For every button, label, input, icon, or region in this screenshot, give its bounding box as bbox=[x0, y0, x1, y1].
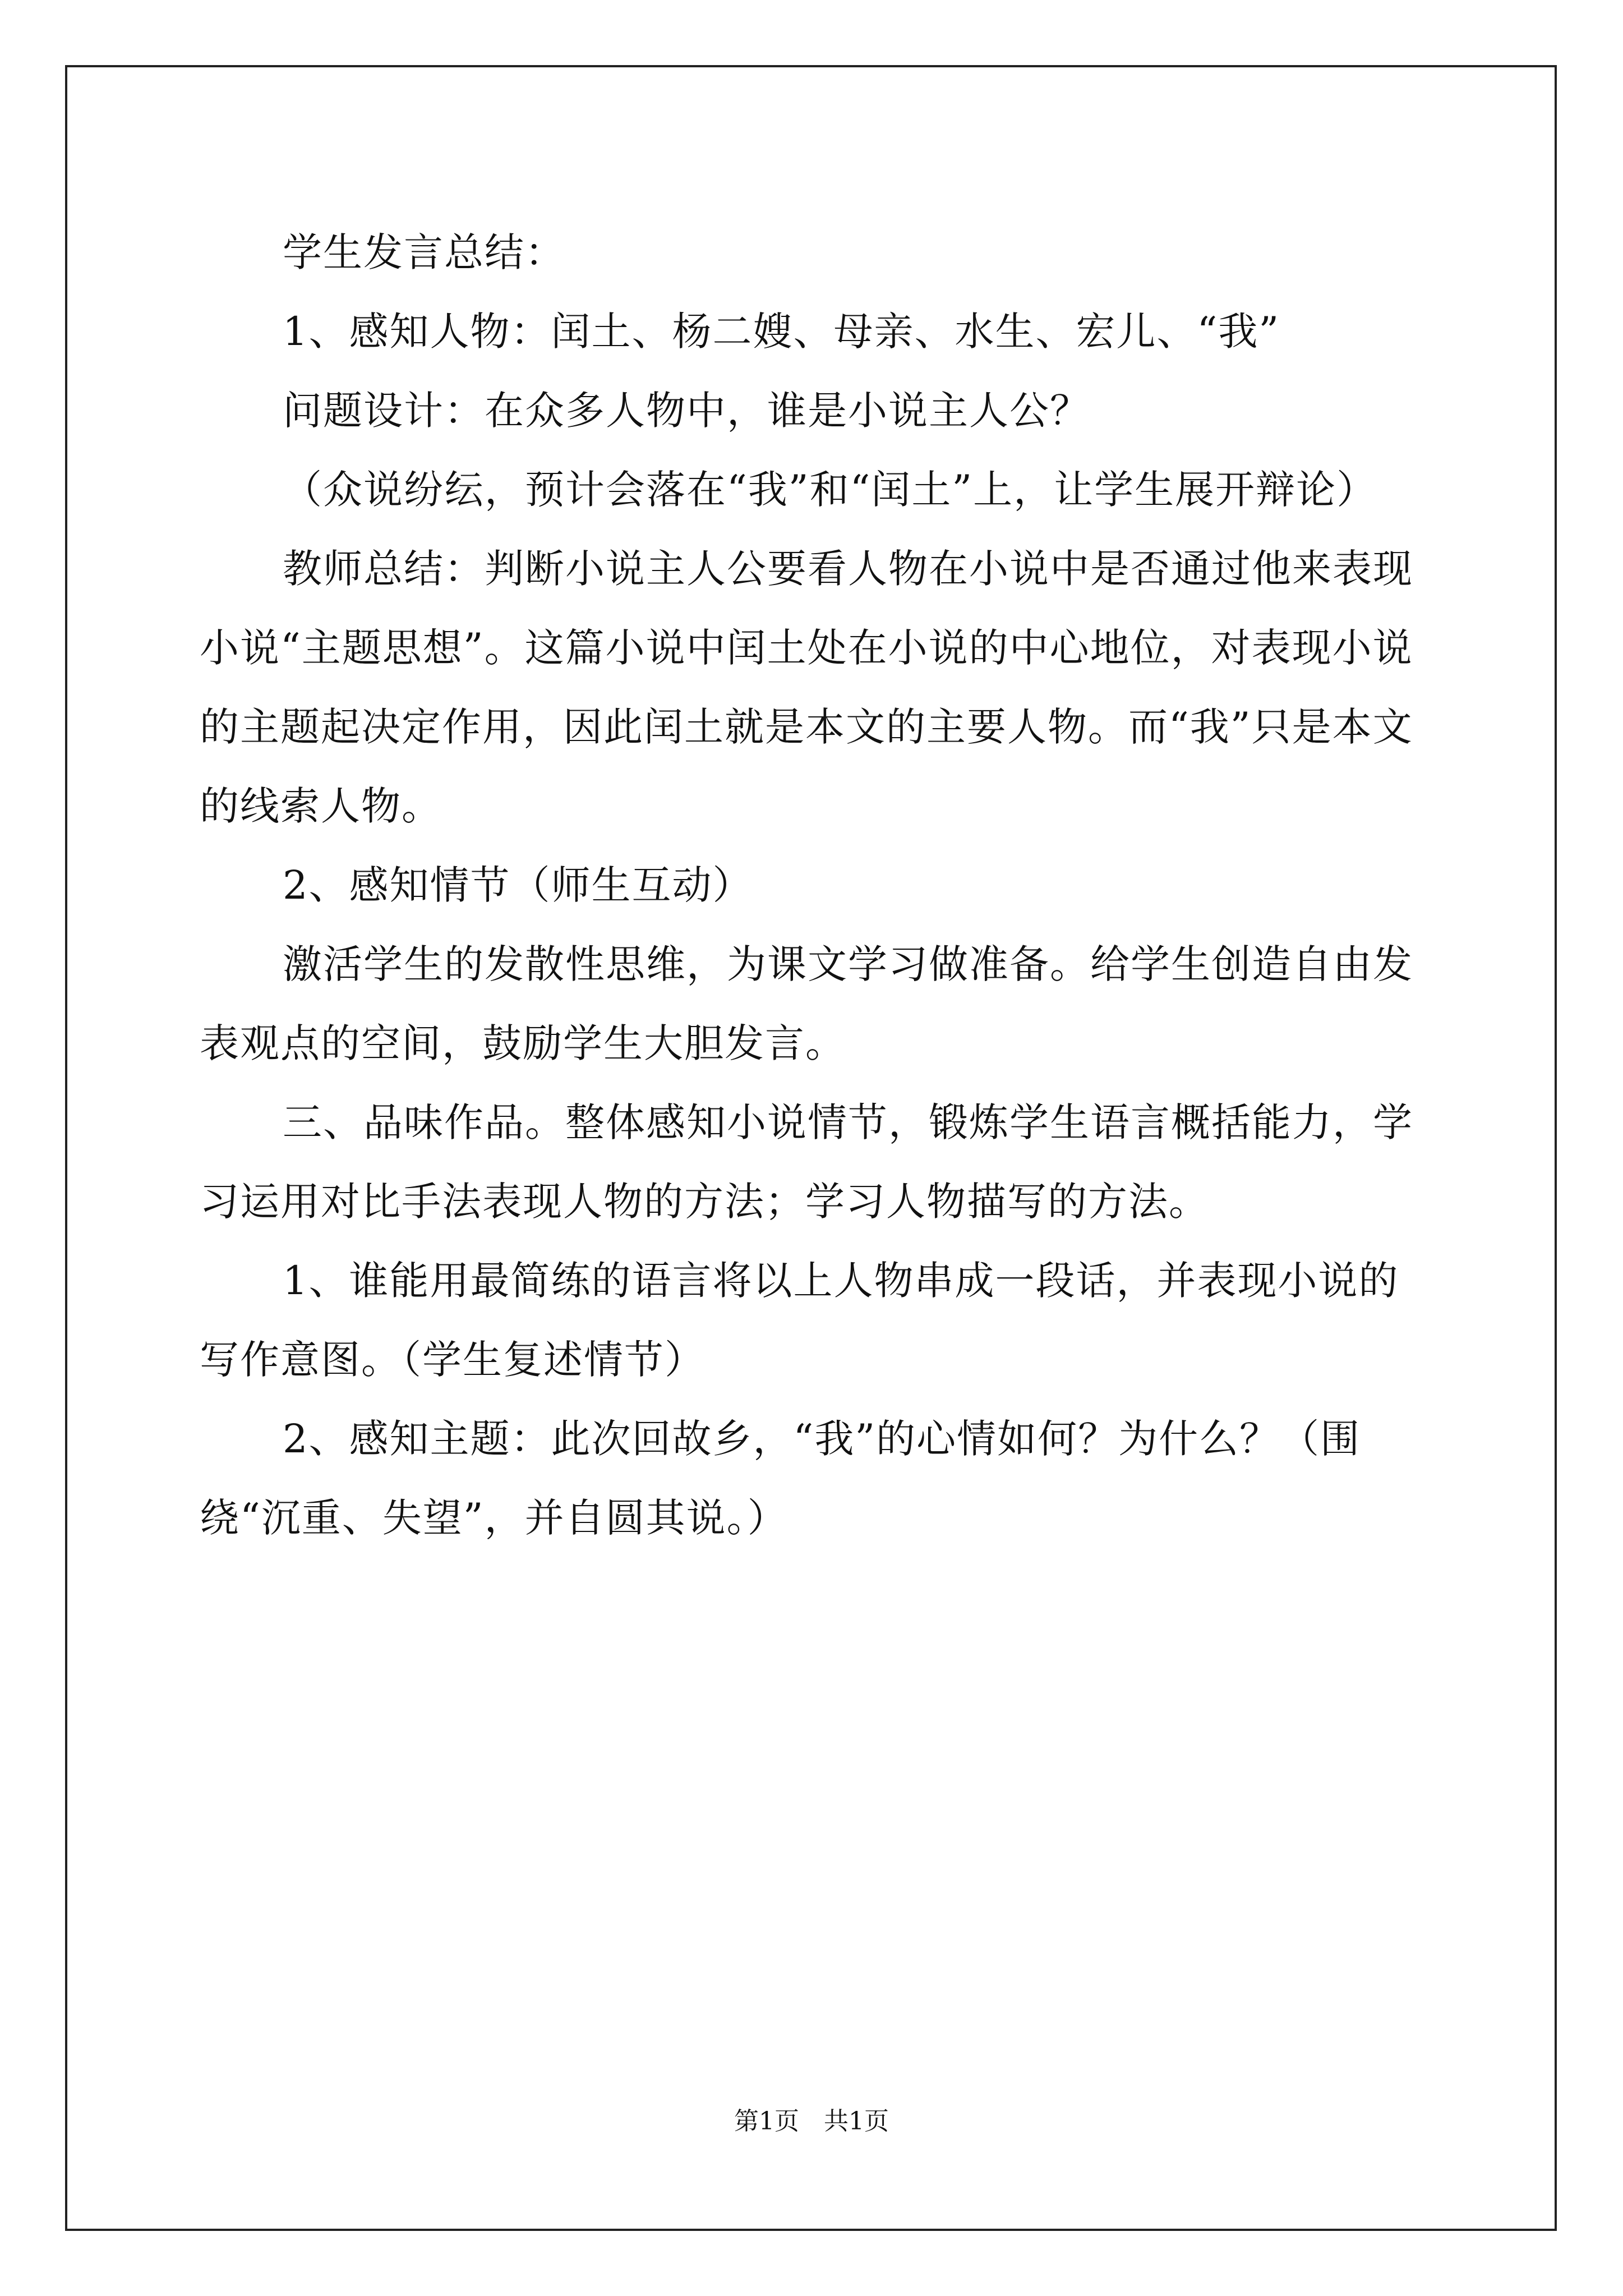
paragraph-appreciate-works: 三、品味作品。整体感知小说情节，锻炼学生语言概括能力，学习运用对比手法表现人物的方法；学习人物描写的方法。 bbox=[200, 1099, 1413, 1225]
paragraph-theme: 2、感知主题：此次回故乡，“我”的心情如何？为什么？（围绕“沉重、失望”，并自圆其说。） bbox=[200, 1416, 1361, 1541]
paragraph-question-design: 问题设计：在众多人物中，谁是小说主人公？ bbox=[283, 388, 1090, 434]
paragraph-debate-note: （众说纷纭，预计会落在“我”和“闰土”上，让学生展开辩论） bbox=[283, 467, 1377, 513]
paragraph-activate-thinking: 激活学生的发散性思维，为课文学习做准备。给学生创造自由发表观点的空间，鼓励学生大胆发言。 bbox=[200, 941, 1413, 1066]
paragraph-teacher-summary: 教师总结：判断小说主人公要看人物在小说中是否通过他来表现小说“主题思想”。这篇小说中闰土处在小说的中心地位，对表现小说的主题起决定作用，因此闰土就是本文的主要人物。而“我”只是本文的线索人物。 bbox=[200, 546, 1413, 829]
paragraph-characters: 1、感知人物：闰土、杨二嫂、母亲、水生、宏儿、“我” bbox=[283, 309, 1280, 355]
document-body bbox=[200, 213, 1428, 1558]
page-number: 第1页 共1页 bbox=[734, 2107, 889, 2136]
paragraph-plot: 2、感知情节（师生互动） bbox=[283, 862, 753, 908]
paragraph-summary-heading: 学生发言总结： bbox=[283, 229, 565, 275]
paragraph-retell-plot: 1、谁能用最简练的语言将以上人物串成一段话，并表现小说的写作意图。（学生复述情节） bbox=[200, 1258, 1399, 1383]
